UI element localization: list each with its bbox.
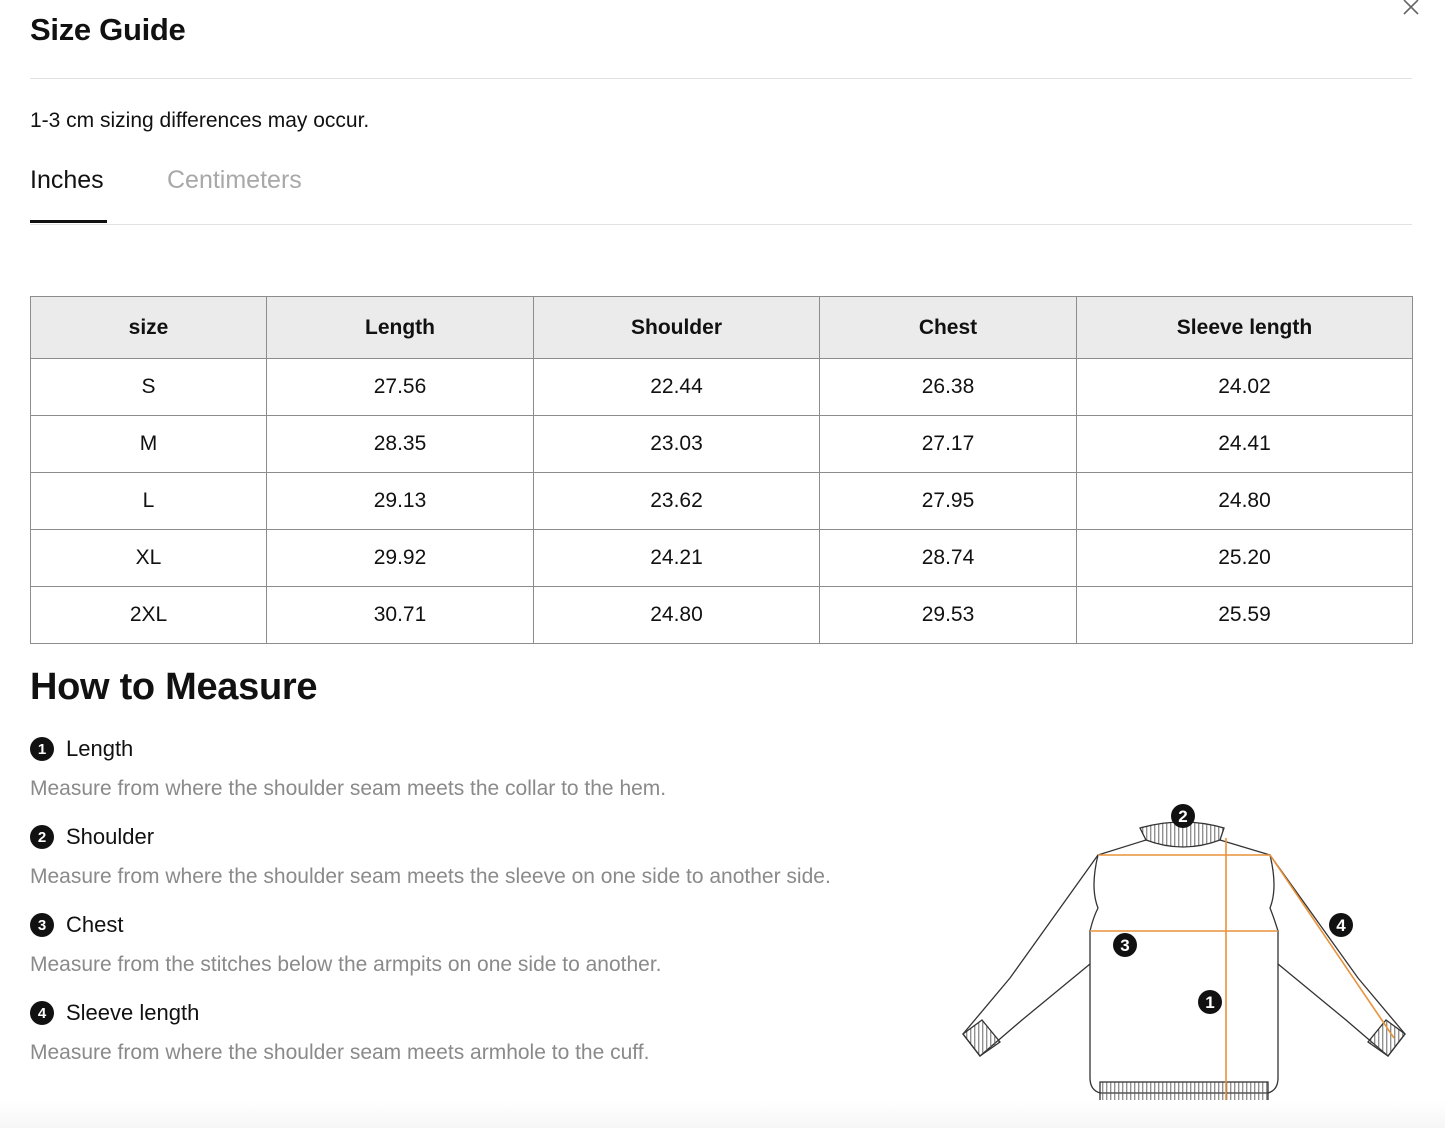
table-cell: 30.71 <box>267 587 534 644</box>
table-header-cell: Length <box>267 297 534 359</box>
number-badge: 4 <box>30 1001 54 1025</box>
table-row <box>31 359 1413 416</box>
measurement-lines <box>1090 838 1394 1113</box>
sweater-icon <box>958 798 1410 1118</box>
measure-label: Shoulder <box>66 824 155 849</box>
table-cell: M <box>31 416 267 473</box>
table-row <box>31 530 1413 587</box>
table-cell: 23.03 <box>534 416 820 473</box>
table-cell: 2XL <box>31 587 267 644</box>
table-header-cell: size <box>31 297 267 359</box>
table-cell: 23.62 <box>534 473 820 530</box>
table-cell: 28.74 <box>820 530 1077 587</box>
table-cell: 24.21 <box>534 530 820 587</box>
table-row <box>31 416 1413 473</box>
table-cell: 25.59 <box>1077 587 1413 644</box>
table-cell: 27.95 <box>820 473 1077 530</box>
measure-description: Measure from the stitches below the armpits on one side to another. <box>30 953 662 976</box>
table-row <box>31 587 1413 644</box>
marker-4: 4 <box>1336 916 1346 935</box>
measure-list <box>30 733 930 1085</box>
measure-label: Chest <box>66 912 124 937</box>
marker-3: 3 <box>1120 936 1130 955</box>
measure-description: Measure from where the shoulder seam meets the collar to the hem. <box>30 777 667 800</box>
tab-inches[interactable]: Inches <box>30 166 107 223</box>
table-cell: 29.92 <box>267 530 534 587</box>
dialog-title: Size Guide <box>30 12 186 47</box>
table-cell: 25.20 <box>1077 530 1413 587</box>
table-cell: 29.53 <box>820 587 1077 644</box>
measure-item-shoulder <box>30 821 930 909</box>
table-cell: 24.80 <box>534 587 820 644</box>
bottom-fade <box>0 1100 1445 1128</box>
table-header-row <box>31 297 1413 359</box>
measure-item-sleeve-length <box>30 997 930 1085</box>
table-cell: 27.17 <box>820 416 1077 473</box>
title-divider <box>30 78 1412 79</box>
measure-description: Measure from where the shoulder seam meets the sleeve on one side to another side. <box>30 865 831 888</box>
measure-label: Sleeve length <box>66 1000 200 1025</box>
measure-label: Length <box>66 736 134 761</box>
table-header-cell: Shoulder <box>534 297 820 359</box>
table-cell: 28.35 <box>267 416 534 473</box>
number-badge: 1 <box>30 737 54 761</box>
table-cell: 26.38 <box>820 359 1077 416</box>
how-to-measure-title: How to Measure <box>30 666 318 708</box>
table-cell: 29.13 <box>267 473 534 530</box>
measure-item-length <box>30 733 930 821</box>
number-badge: 3 <box>30 913 54 937</box>
table-header-cell: Chest <box>820 297 1077 359</box>
table-cell: S <box>31 359 267 416</box>
marker-1: 1 <box>1205 993 1215 1012</box>
close-button[interactable] <box>1398 0 1424 20</box>
number-badge: 2 <box>30 825 54 849</box>
table-cell: 22.44 <box>534 359 820 416</box>
unit-tabs <box>30 166 1412 225</box>
measure-description: Measure from where the shoulder seam meets armhole to the cuff. <box>30 1041 650 1064</box>
table-row <box>31 473 1413 530</box>
sizing-note: 1-3 cm sizing differences may occur. <box>30 109 370 132</box>
table-cell: 27.56 <box>267 359 534 416</box>
size-table <box>30 296 1413 644</box>
table-cell: 24.80 <box>1077 473 1413 530</box>
measure-item-chest <box>30 909 930 997</box>
tab-centimeters[interactable]: Centimeters <box>167 166 302 194</box>
sweater-measurement-diagram <box>958 798 1410 1118</box>
table-cell: L <box>31 473 267 530</box>
table-cell: XL <box>31 530 267 587</box>
marker-2: 2 <box>1178 807 1188 826</box>
close-icon <box>1398 0 1424 20</box>
table-cell: 24.41 <box>1077 416 1413 473</box>
table-header-cell: Sleeve length <box>1077 297 1413 359</box>
table-cell: 24.02 <box>1077 359 1413 416</box>
